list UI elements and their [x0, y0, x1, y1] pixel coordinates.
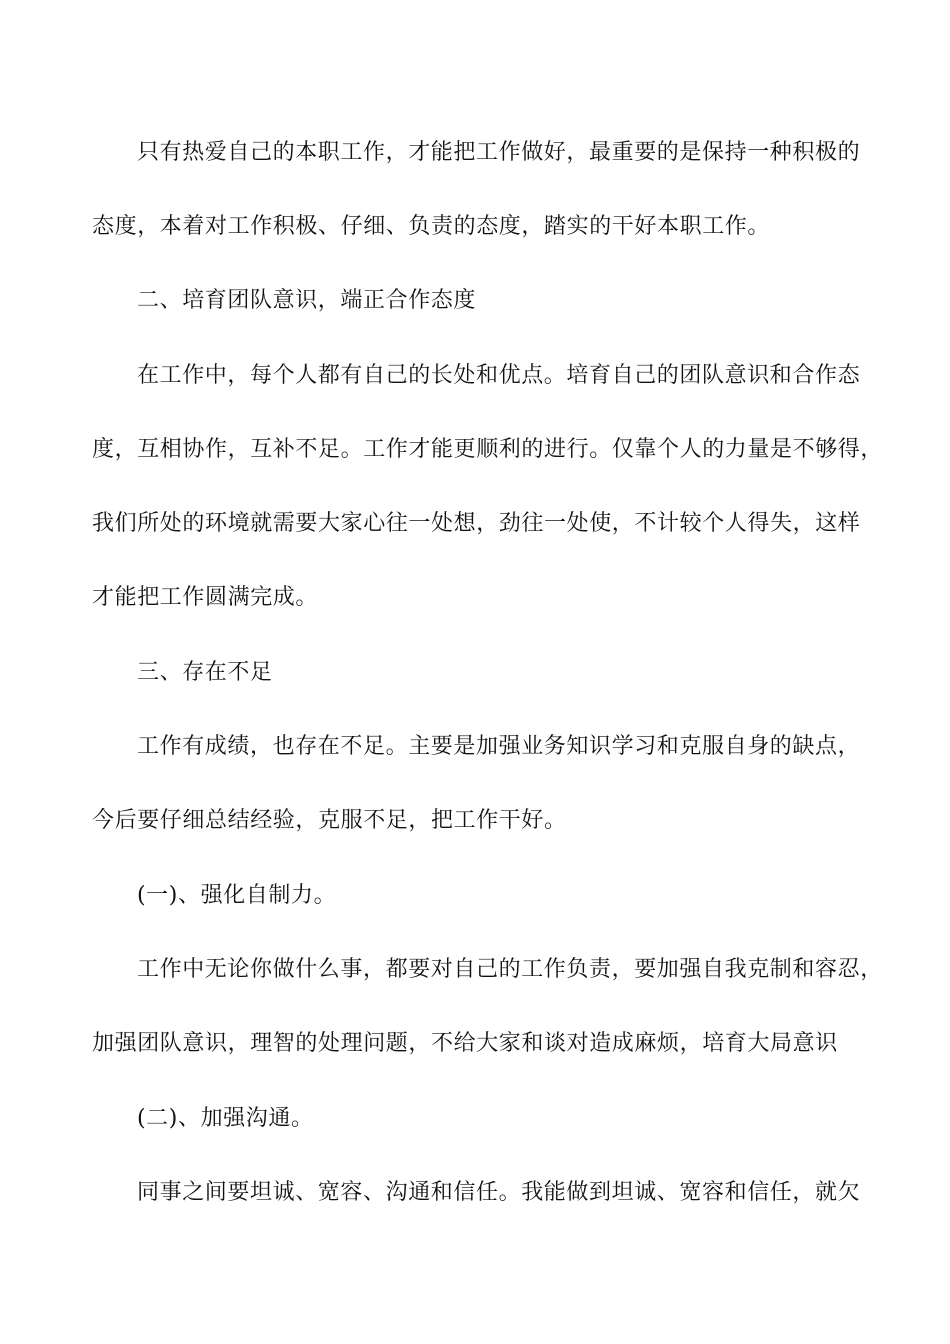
paragraph-line: 只有热爱自己的本职工作，才能把工作做好，最重要的是保持一种积极的 — [137, 140, 861, 165]
paragraph-line: 在工作中，每个人都有自己的长处和优点。培育自己的团队意识和合作态 — [137, 363, 861, 388]
section-heading: 二、培育团队意识，端正合作态度 — [137, 288, 477, 313]
paragraph-line: 我们所处的环境就需要大家心往一处想，劲往一处使，不计较个人得失，这样 — [92, 511, 861, 536]
section-heading: 三、存在不足 — [137, 660, 273, 685]
paragraph-line: 同事之间要坦诚、宽容、沟通和信任。我能做到坦诚、宽容和信任，就欠 — [137, 1180, 861, 1205]
paragraph-line: 工作中无论你做什么事，都要对自己的工作负责，要加强自我克制和容忍， — [137, 957, 883, 982]
paragraph-line: 加强团队意识，理智的处理问题，不给大家和谈对造成麻烦，培育大局意识 — [92, 1031, 838, 1056]
paragraph-line: 工作有成绩，也存在不足。主要是加强业务知识学习和克服自身的缺点， — [137, 734, 861, 759]
subsection-heading: (一)、强化自制力。 — [137, 883, 337, 908]
paragraph-line: 才能把工作圆满完成。 — [92, 585, 319, 610]
subsection-heading: (二)、加强沟通。 — [137, 1106, 314, 1131]
paragraph-line: 今后要仔细总结经验，克服不足，把工作干好。 — [92, 808, 567, 833]
paragraph-line: 度，互相协作，互补不足。工作才能更顺利的进行。仅靠个人的力量是不够得， — [92, 437, 884, 462]
paragraph-line: 态度，本着对工作积极、仔细、负责的态度，踏实的干好本职工作。 — [92, 214, 771, 239]
